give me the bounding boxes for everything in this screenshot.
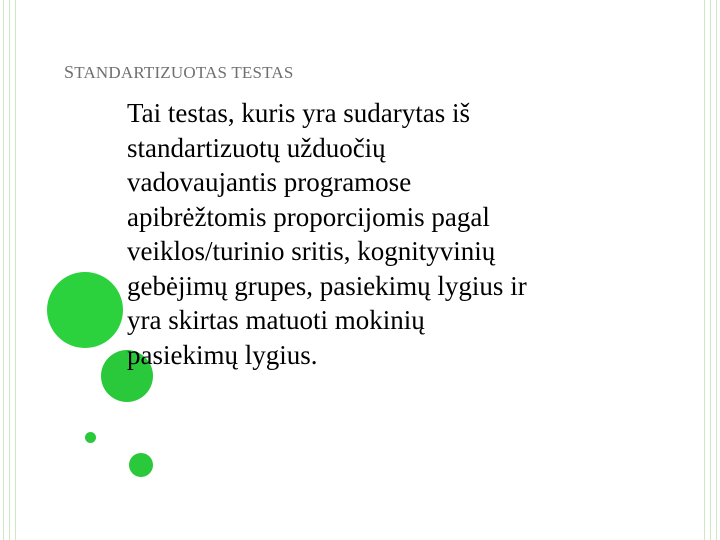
title-first-letter: S bbox=[64, 62, 75, 82]
body-line: veiklos/turinio sritis, kognityvinių bbox=[127, 236, 496, 266]
decorative-circle-large bbox=[47, 272, 123, 348]
title-rest: TANDARTIZUOTAS TESTAS bbox=[74, 63, 294, 82]
body-line: vadovaujantis programose bbox=[127, 167, 412, 197]
decorative-circle-small bbox=[129, 453, 153, 477]
left-edge-line-1 bbox=[3, 0, 4, 540]
body-line: gebėjimų grupes, pasiekimų lygius ir bbox=[127, 270, 527, 301]
slide-body bbox=[127, 96, 687, 372]
right-edge-line-3 bbox=[716, 0, 717, 540]
slide-title bbox=[64, 62, 294, 83]
right-edge-line-1 bbox=[704, 0, 705, 540]
body-line: pasiekimų lygius. bbox=[127, 339, 318, 370]
left-edge-line-3 bbox=[15, 0, 16, 540]
right-edge-line-2 bbox=[710, 0, 711, 540]
body-line: apibrėžtomis proporcijomis pagal bbox=[127, 201, 490, 232]
body-line: standartizuotų užduočių bbox=[127, 132, 386, 163]
body-line: yra skirtas matuoti mokinių bbox=[127, 305, 425, 335]
decorative-circle-tiny bbox=[85, 432, 96, 443]
left-edge-line-2 bbox=[9, 0, 10, 540]
body-line: Tai testas, kuris yra sudarytas iš bbox=[127, 98, 471, 128]
